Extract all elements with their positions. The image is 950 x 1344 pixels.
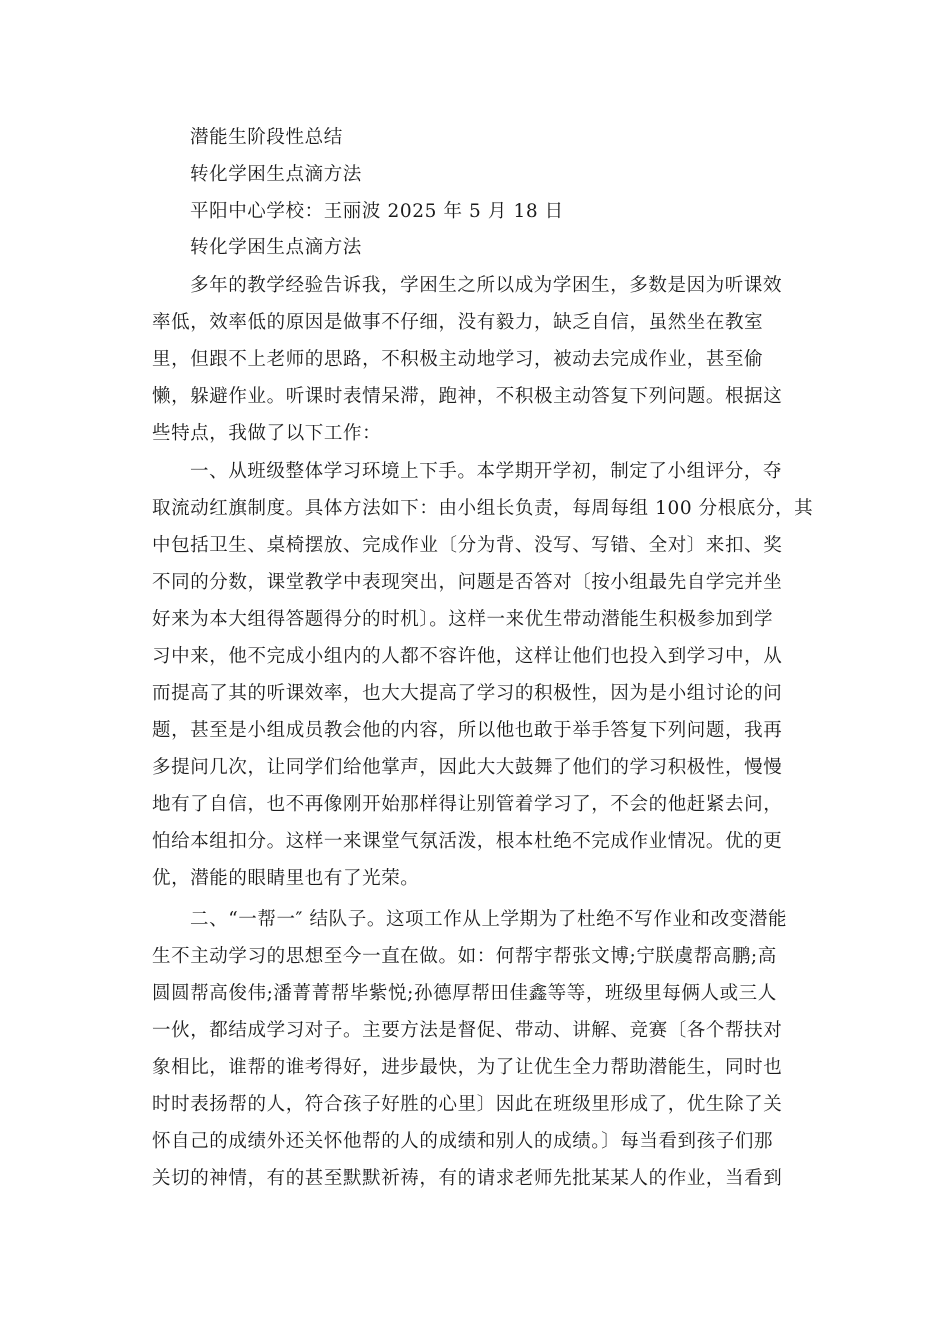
header-line-subtitle: 转化学困生点滴方法 [190,164,362,185]
paragraph-2-line: 好来为本大组得答题得分的时机〕。这样一来优生带动潜能生积极参加到学 [152,609,774,630]
header-line-author-date: 平阳中心学校：王丽波 2025 年 5 月 18 日 [190,201,564,222]
paragraph-1-line: 些特点，我做了以下工作： [152,423,382,444]
paragraph-3-line: 时时表扬帮的人，符合孩子好胜的心里〕因此在班级里形成了，优生除了关 [152,1094,783,1115]
paragraph-2-line: 怕给本组扣分。这样一来课堂气氛活泼，根本杜绝不完成作业情况。优的更 [152,831,783,852]
paragraph-2-line: 中包括卫生、桌椅摆放、完成作业〔分为背、没写、写错、全对〕来扣、奖 [152,535,783,556]
paragraph-3-line: 象相比，谁帮的谁考得好，进步最快，为了让优生全力帮助潜能生，同时也 [152,1057,783,1078]
paragraph-1-line: 多年的教学经验告诉我，学困生之所以成为学困生，多数是因为听课效 [190,275,783,296]
paragraph-2-line: 多提问几次，让同学们给他掌声，因此大大鼓舞了他们的学习积极性，慢慢 [152,757,783,778]
paragraph-3-line: 圆圆帮高俊伟;潘菁菁帮毕紫悦;孙德厚帮田佳鑫等等，班级里每俩人或三人 [152,983,777,1004]
header-line-title: 潜能生阶段性总结 [190,127,343,148]
paragraph-3-line: 一伙，都结成学习对子。主要方法是督促、带动、讲解、竞赛〔各个帮扶对 [152,1020,783,1041]
paragraph-3-line: 关切的神情，有的甚至默默祈祷，有的请求老师先批某某人的作业，当看到 [152,1168,783,1189]
paragraph-3-line: 怀自己的成绩外还关怀他帮的人的成绩和别人的成绩。〕每当看到孩子们那 [152,1131,774,1152]
paragraph-2-line: 优，潜能的眼睛里也有了光荣。 [152,868,420,889]
paragraph-2-line: 取流动红旗制度。具体方法如下：由小组长负责，每周每组 100 分根底分，其 [152,498,814,519]
paragraph-2-line: 不同的分数，课堂教学中表现突出，问题是否答对〔按小组最先自学完并坐 [152,572,783,593]
paragraph-1-line: 里，但跟不上老师的思路，不积极主动地学习，被动去完成作业，甚至偷 [152,349,764,370]
paragraph-2-line: 地有了自信，也不再像刚开始那样得让别管着学习了，不会的他赶紧去问， [152,794,783,815]
paragraph-2-line: 习中来，他不完成小组内的人都不容许他，这样让他们也投入到学习中，从 [152,646,783,667]
paragraph-3-line: 二、“一帮一″ 结队子。这项工作从上学期为了杜绝不写作业和改变潜能 [190,909,788,930]
paragraph-3-line: 生不主动学习的思想至今一直在做。如：何帮宇帮张文博;宁朕虞帮高鹏;高 [152,946,777,967]
header-line-section-title: 转化学困生点滴方法 [190,237,362,258]
paragraph-2-line: 题，甚至是小组成员教会他的内容，所以他也敢于举手答复下列问题，我再 [152,720,783,741]
paragraph-1-line: 懒，躲避作业。听课时表情呆滞，跑神，不积极主动答复下列问题。根据这 [152,386,783,407]
paragraph-2-line: 一、从班级整体学习环境上下手。本学期开学初，制定了小组评分，夺 [190,461,783,482]
paragraph-1-line: 率低，效率低的原因是做事不仔细，没有毅力，缺乏自信，虽然坐在教室 [152,312,764,333]
paragraph-2-line: 而提高了其的听课效率，也大大提高了学习的积极性，因为是小组讨论的问 [152,683,783,704]
